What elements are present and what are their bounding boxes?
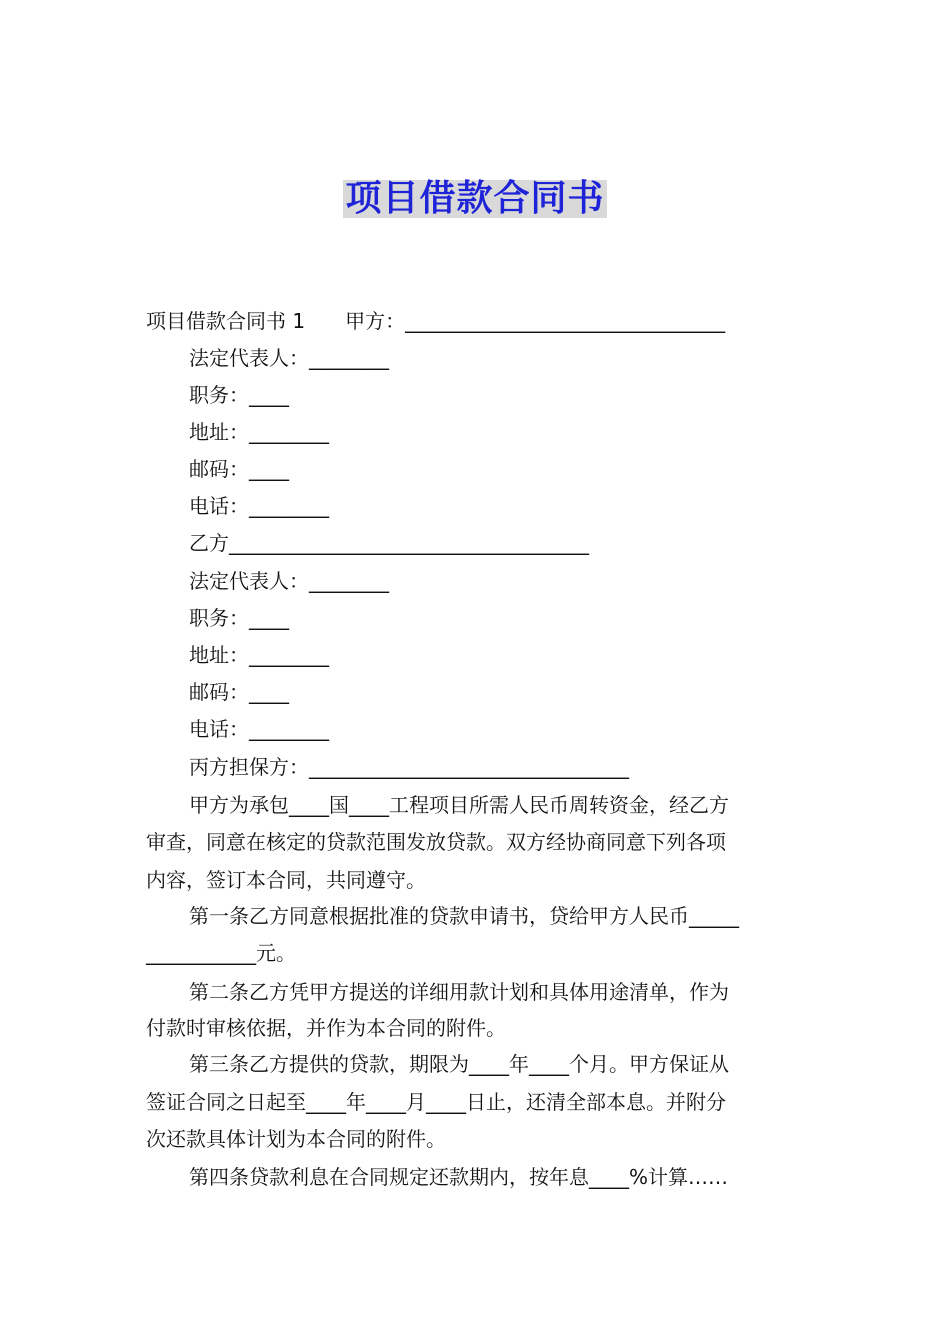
text-line: 职务：____ — [189, 383, 289, 407]
text-line: 邮码：____ — [189, 680, 289, 704]
text-line: 次还款具体计划为本合同的附件。 — [146, 1127, 446, 1151]
text-line: 地址：________ — [189, 420, 329, 444]
title-container — [0, 180, 950, 218]
text-line: 第三条乙方提供的贷款，期限为____年____个月。甲方保证从 — [189, 1052, 729, 1076]
document-title: 项目借款合同书 — [345, 178, 605, 219]
text-line: 乙方____________________________________ — [189, 531, 589, 555]
text-line: ___________元。 — [146, 941, 296, 965]
text-line: 签证合同之日起至____年____月____日止，还清全部本息。并附分 — [146, 1090, 726, 1114]
text-line: 电话：________ — [189, 494, 329, 518]
text-line: 地址：________ — [189, 643, 329, 667]
text-line: 第二条乙方凭甲方提送的详细用款计划和具体用途清单，作为 — [189, 980, 729, 1004]
text-line: 第一条乙方同意根据批准的贷款申请书，贷给甲方人民币_____ — [189, 904, 739, 928]
text-line: 电话：________ — [189, 717, 329, 741]
text-line: 丙方担保方：________________________________ — [189, 755, 629, 779]
text-line: 邮码：____ — [189, 457, 289, 481]
text-line: 项目借款合同书 1 甲方：________________________________ — [146, 309, 726, 333]
text-line: 甲方为承包____国____工程项目所需人民币周转资金，经乙方 — [189, 793, 729, 817]
text-line: 法定代表人：________ — [189, 346, 389, 370]
text-line: 法定代表人：________ — [189, 569, 389, 593]
text-line: 审查，同意在核定的贷款范围发放贷款。双方经协商同意下列各项 — [146, 830, 726, 854]
text-line: 职务：____ — [189, 606, 289, 630]
text-line: 付款时审核依据，并作为本合同的附件。 — [146, 1016, 506, 1040]
text-line: 内容，签订本合同，共同遵守。 — [146, 868, 426, 892]
text-line: 第四条贷款利息在合同规定还款期内，按年息____%计算…… — [189, 1165, 729, 1189]
